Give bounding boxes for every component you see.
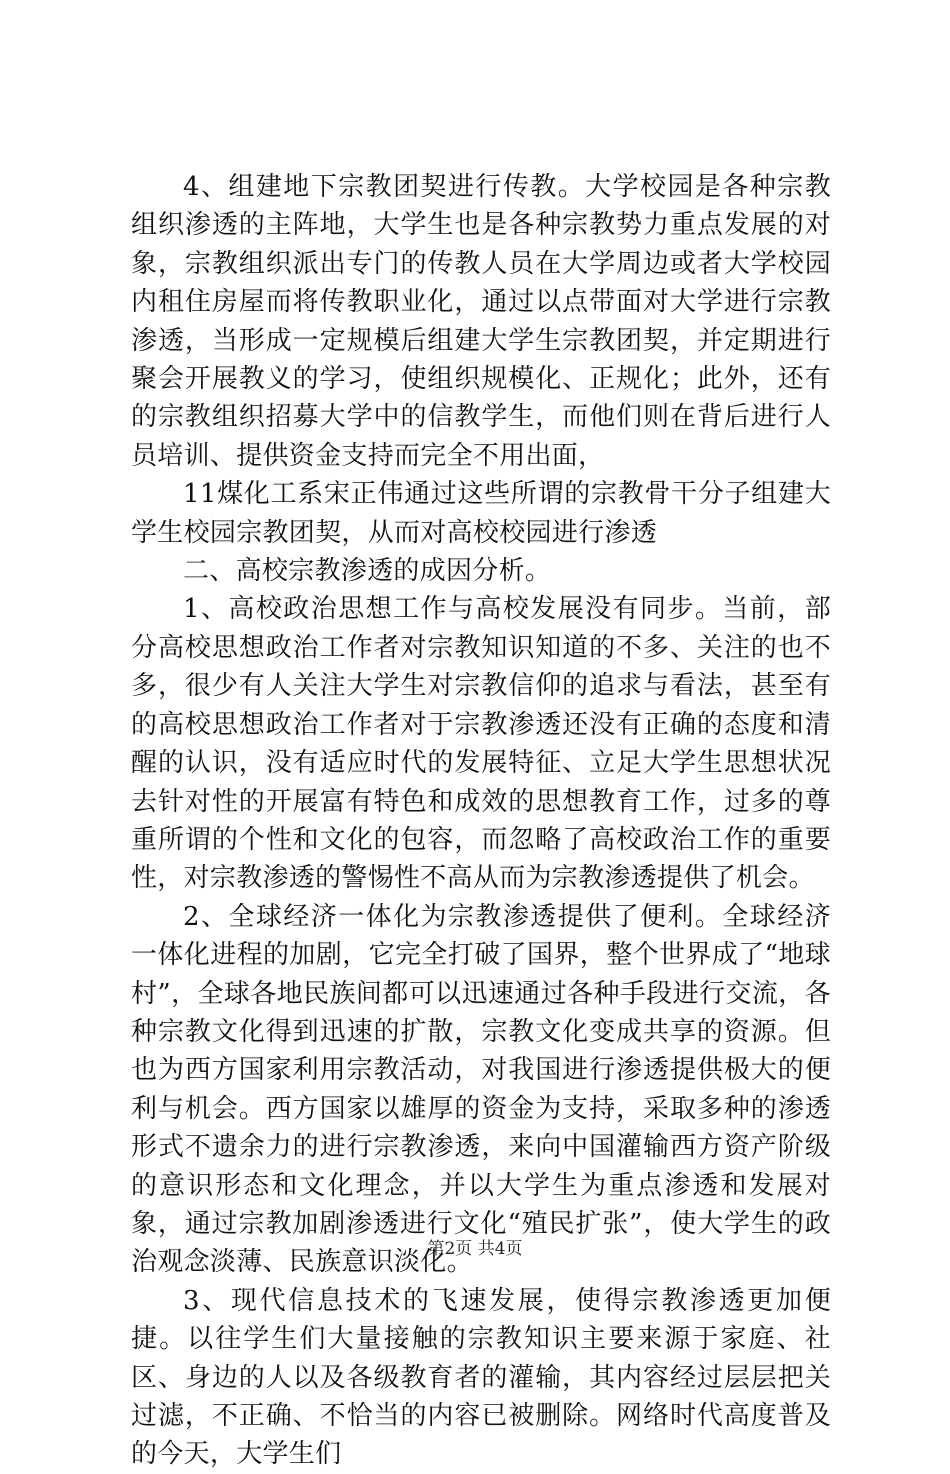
paragraph-group-church: 4、组建地下宗教团契进行传教。大学校园是各种宗教组织渗透的主阵地，大学生也是各种宗教势力重点发展的对象，宗教组织派出专门的传教人员在大学周边或者大学校园内租住房屋而将传教职业化，通过以点带面对大学进行宗教渗透，当形成一定规模后组建大学生宗教团契，并定期进行聚会开展教义的学习，使组织规模化、正规化；此外，还有的宗教组织招募大学中的信教学生，而他们则在背后进行人员培训、提供资金支持而完全不用出面， xyxy=(131,172,831,471)
page-number: 第2页 共4页 xyxy=(427,1239,523,1259)
paragraph-coal-chemical-note: 11煤化工系宋正伟通过这些所谓的宗教骨干分子组建大学生校园宗教团契，从而对高校校园进行渗透 xyxy=(131,479,831,548)
paragraph-political-work: 1、高校政治思想工作与高校发展没有同步。当前，部分高校思想政治工作者对宗教知识知道的不多、关注的也不多，很少有人关注大学生对宗教信仰的追求与看法，甚至有的高校思想政治工作者对于宗教渗透还没有正确的态度和清醒的认识，没有适应时代的发展特征、立足大学生思想状况去针对性的开展富有特色和成效的思想教育工作，过多的尊重所谓的个性和文化的包容，而忽略了高校政治工作的重要性，对宗教渗透的警惕性不高从而为宗教渗透提供了机会。 xyxy=(131,594,831,894)
document-body xyxy=(131,168,831,1474)
page-footer xyxy=(0,1237,950,1261)
section-heading-cause-analysis: 二、高校宗教渗透的成因分析。 xyxy=(183,556,552,587)
paragraph-globalization: 2、全球经济一体化为宗教渗透提供了便利。全球经济一体化进程的加剧，它完全打破了国界，整个世界成了“地球村”，全球各地民族间都可以迅速通过各种手段进行交流，各种宗教文化得到迅速的扩散，宗教文化变成共享的资源。但也为西方国家利用宗教活动，对我国进行渗透提供极大的便利与机会。西方国家以雄厚的资金为支持，采取多种的渗透形式不遗余力的进行宗教渗透，来向中国灌输西方资产阶级的意识形态和文化理念，并以大学生为重点渗透和发展对象，通过宗教加剧渗透进行文化“殖民扩张”，使大学生的政治观念淡薄、民族意识淡化。 xyxy=(131,901,831,1278)
paragraph-information-technology: 3、现代信息技术的飞速发展，使得宗教渗透更加便捷。以往学生们大量接触的宗教知识主要来源于家庭、社区、身边的人以及各级教育者的灌输，其内容经过层层把关过滤，不正确、不恰当的内容已被删除。网络时代高度普及的今天，大学生们 xyxy=(131,1285,831,1470)
